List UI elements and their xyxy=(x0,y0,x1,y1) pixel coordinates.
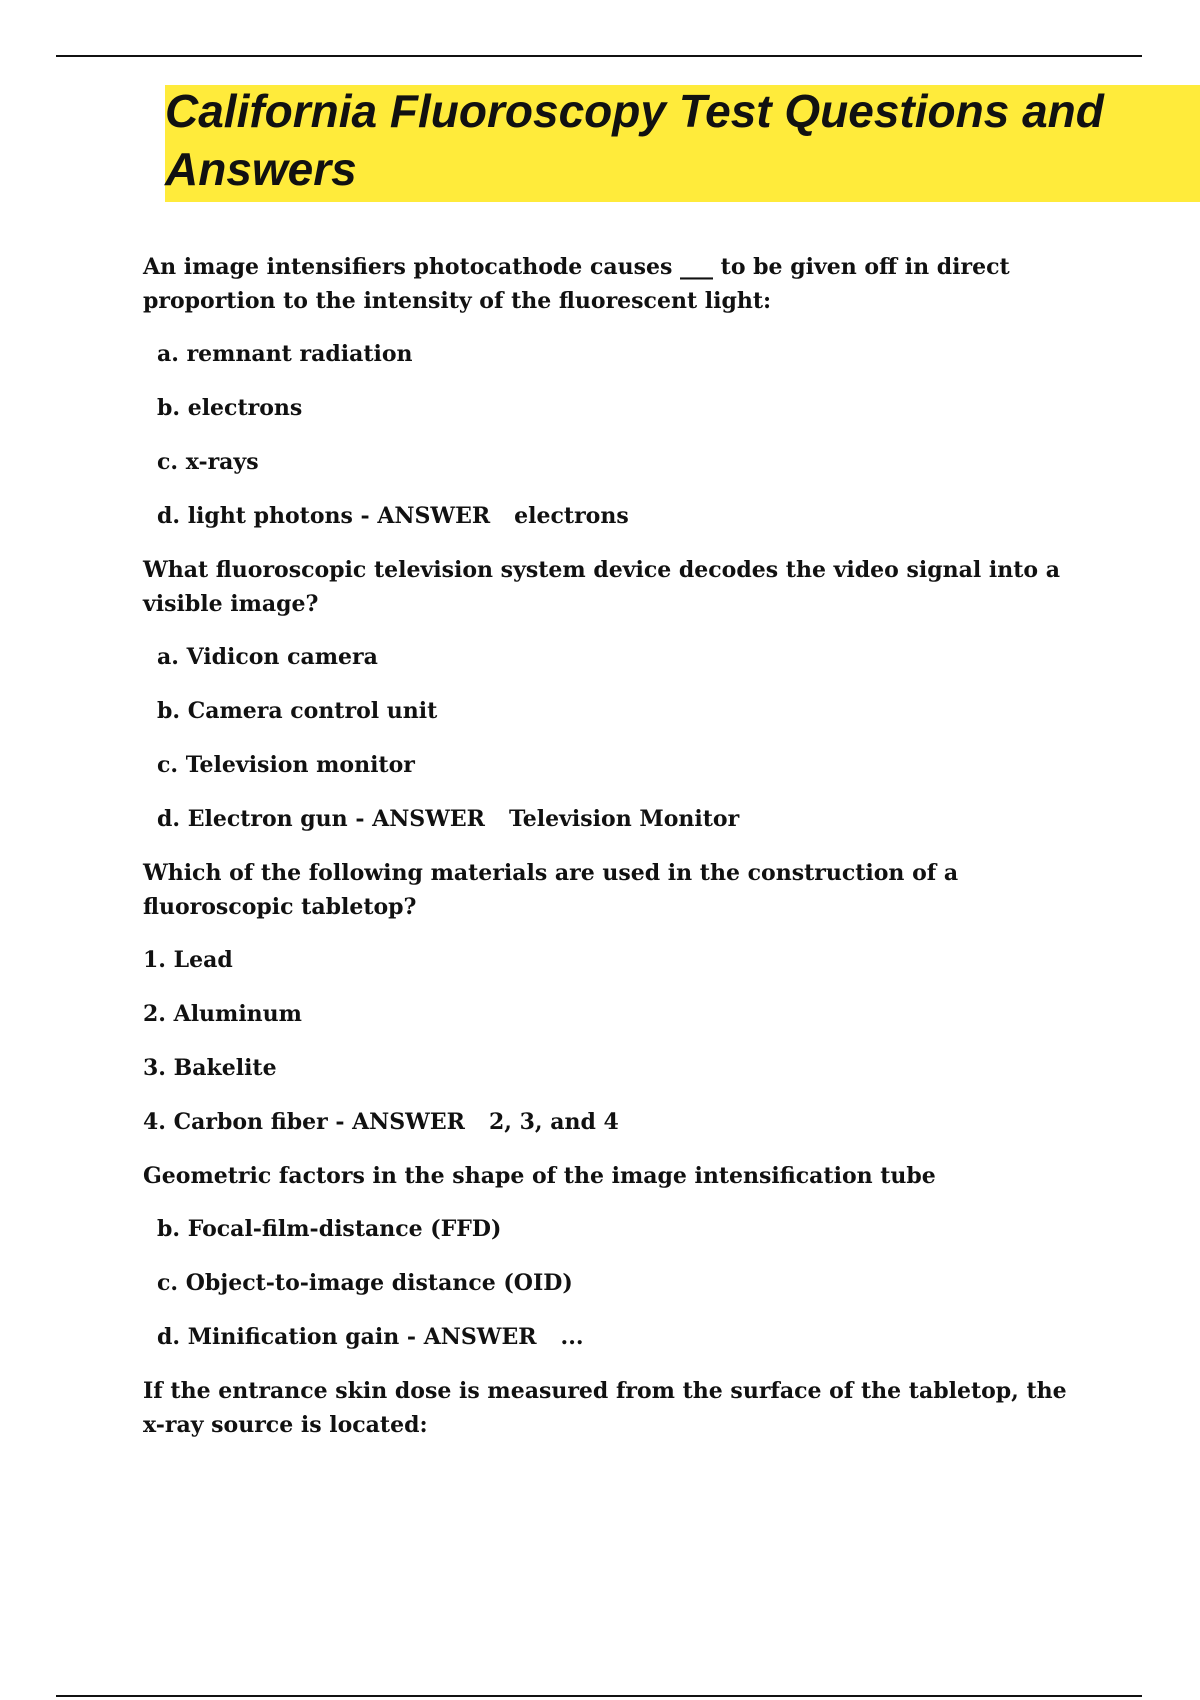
option: b. electrons xyxy=(157,395,303,421)
question-block xyxy=(143,553,1093,836)
option: 4. Carbon fiber - ANSWER xyxy=(143,1109,465,1135)
option: 2. Aluminum xyxy=(143,1001,302,1027)
option: d. Minification gain - ANSWER xyxy=(157,1324,537,1350)
option: c. Television monitor xyxy=(157,752,415,778)
question-block xyxy=(143,1159,1093,1354)
document-body xyxy=(143,250,1093,1461)
question-text: What fluoroscopic television system device decodes the video signal into a visible image? xyxy=(143,557,1060,617)
option: c. Object-to-image distance (OID) xyxy=(157,1270,573,1296)
answer-text: ... xyxy=(560,1324,584,1350)
option: a. remnant radiation xyxy=(157,341,413,367)
answer-text: 2, 3, and 4 xyxy=(488,1109,619,1135)
question-text: Geometric factors in the shape of the image intensification tube xyxy=(143,1163,936,1189)
bottom-rule xyxy=(56,1695,1142,1697)
option: b. Focal-film-distance (FFD) xyxy=(157,1216,502,1242)
answer-text: Television Monitor xyxy=(508,806,740,832)
question-block xyxy=(143,1374,1093,1442)
option: d. Electron gun - ANSWER xyxy=(157,806,485,832)
option: 1. Lead xyxy=(143,947,233,973)
top-rule xyxy=(56,55,1142,57)
answer-line xyxy=(143,1105,1093,1139)
option: b. Camera control unit xyxy=(157,698,438,724)
page-title: California Fluoroscopy Test Questions and Answers xyxy=(165,85,1104,195)
answer-text: electrons xyxy=(514,503,629,529)
answer-line xyxy=(157,1320,1093,1354)
answer-line xyxy=(157,499,1093,533)
option: c. x-rays xyxy=(157,449,259,475)
answer-line xyxy=(157,802,1093,836)
question-text: Which of the following materials are used in the construction of a fluoroscopic tabletop? xyxy=(143,860,959,920)
option: d. light photons - ANSWER xyxy=(157,503,491,529)
option: a. Vidicon camera xyxy=(157,644,378,670)
question-block xyxy=(143,250,1093,533)
question-block xyxy=(143,856,1093,1139)
option: 3. Bakelite xyxy=(143,1055,277,1081)
question-text: An image intensifiers photocathode causes ___ to be given off in direct proportion to the intensity of the fluorescent light: xyxy=(143,254,1010,314)
question-text: If the entrance skin dose is measured from the surface of the tabletop, the x-ray source is located: xyxy=(143,1378,1067,1438)
